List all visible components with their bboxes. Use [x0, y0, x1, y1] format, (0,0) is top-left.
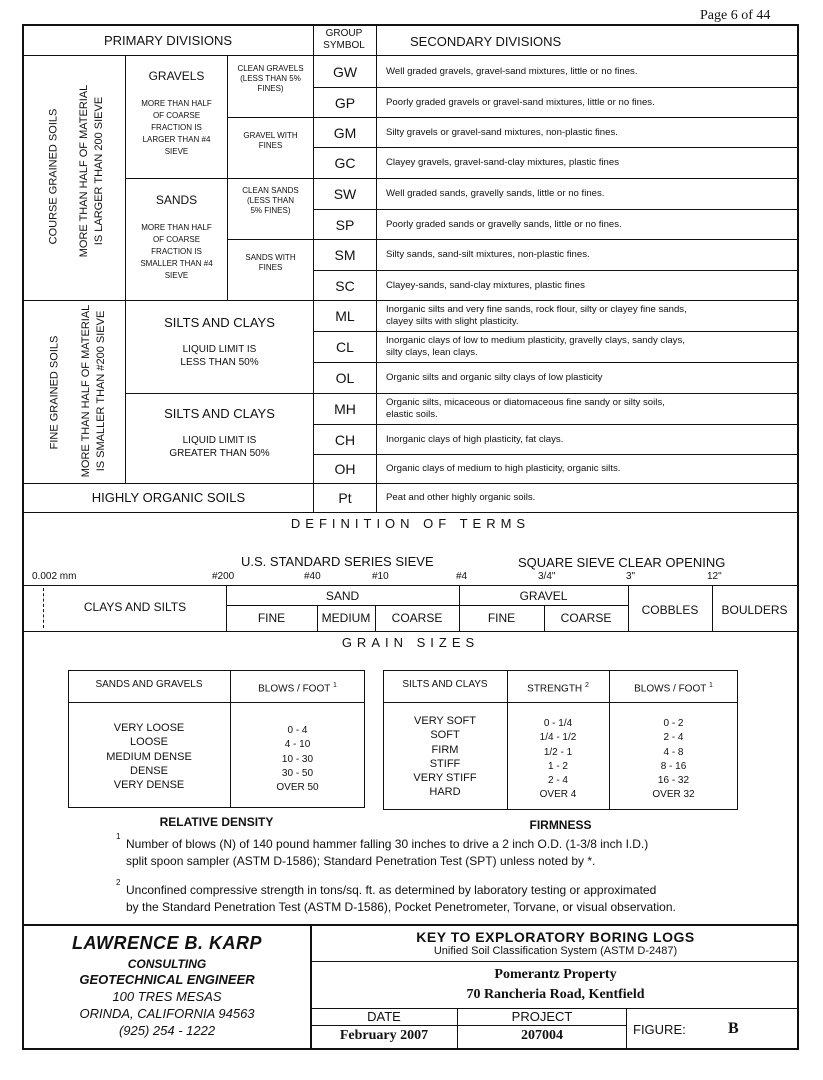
cobbles-cell: COBBLES [641, 603, 699, 617]
clean-gravels-label: CLEAN GRAVELS (LESS THAN 5% FINES) [237, 64, 304, 93]
page-number: Page 6 of 44 [700, 8, 771, 23]
group-symbol: SP [335, 216, 355, 233]
gravels-desc: MORE THAN HALF OF COARSE FRACTION IS LARGER THAN #4 SIEVE [141, 99, 212, 156]
grain-sizes-title: GRAIN SIZES [341, 635, 480, 650]
address-line-2: ORINDA, CALIFORNIA 94563 [79, 1006, 255, 1021]
blows-foot-header: BLOWS / FOOT $^1$ [258, 682, 337, 695]
group-symbol: ML [335, 308, 355, 324]
silts-clays-low-label: SILTS AND CLAYS [164, 315, 275, 330]
figure-value: B [728, 1020, 739, 1037]
secondary-division-desc: Inorganic clays of high plasticity, fat clays. [386, 433, 564, 445]
sand-coarse-cell: COARSE [391, 611, 443, 625]
date-label: DATE [367, 1009, 401, 1024]
group-symbol: GW [332, 63, 358, 80]
secondary-division-desc: Peat and other highly organic soils. [386, 492, 536, 503]
sieve-mark: #40 [304, 571, 321, 582]
group-symbol-header: GROUP SYMBOL [323, 28, 365, 51]
secondary-division-desc: Poorly graded sands or gravelly sands, little or no fines. [386, 218, 622, 230]
coarse-grained-sub-label: MORE THAN HALF OF MATERIAL IS LARGER THAN 200 SIEVE [78, 84, 105, 258]
project-number: 207004 [521, 1028, 563, 1043]
density-terms: VERY LOOSE LOOSE MEDIUM DENSE DENSE VERY DENSE [106, 722, 192, 792]
clays-silts-cell: CLAYS AND SILTS [83, 600, 187, 614]
consulting-label: CONSULTING [127, 957, 207, 971]
engineer-name: LAWRENCE B. KARP [71, 933, 262, 953]
sieve-mark: 3" [626, 571, 636, 582]
secondary-division-desc: Inorganic clays of low to medium plasticity, gravelly clays, sandy clays, silty clays, lean clays. [386, 335, 685, 358]
silts-clays-low-desc: LIQUID LIMIT IS LESS THAN 50% [180, 344, 259, 368]
group-symbol: OL [335, 370, 355, 386]
group-symbol: MH [334, 401, 356, 417]
sands-with-fines-label: SANDS WITH FINES [245, 253, 296, 272]
property-name: Pomerantz Property [494, 967, 617, 982]
group-symbol: GP [334, 94, 356, 111]
sieve-mark: #4 [456, 571, 468, 582]
group-symbol: GC [334, 155, 356, 171]
group-symbol: SC [335, 277, 355, 294]
group-symbol: SM [334, 247, 356, 263]
sieve-mark: #10 [372, 571, 389, 582]
relative-density-caption: RELATIVE DENSITY [159, 815, 274, 829]
phone-number: (925) 254 - 1222 [118, 1023, 216, 1038]
secondary-division-desc: Silty sands, sand-silt mixtures, non-plastic fines. [386, 249, 590, 260]
firmness-caption: FIRMNESS [529, 818, 592, 832]
square-sieve-label: SQUARE SIEVE CLEAR OPENING [518, 555, 726, 570]
gravel-with-fines-label: GRAVEL WITH FINES [243, 131, 298, 150]
sands-gravels-header: SANDS AND GRAVELS [95, 679, 203, 690]
property-address: 70 Rancheria Road, Kentfield [466, 987, 645, 1002]
boulders-cell: BOULDERS [721, 603, 788, 617]
highly-organic-label: HIGHLY ORGANIC SOILS [91, 490, 246, 505]
secondary-division-desc: Inorganic silts and very fine sands, rock flour, silty or clayey fine sands, clayey silts with slight plasticity. [386, 304, 687, 327]
secondary-division-desc: Well graded sands, gravelly sands, little or no fines. [386, 188, 605, 199]
project-label: PROJECT [511, 1009, 573, 1024]
gravel-fine-cell: FINE [487, 611, 516, 625]
secondary-division-desc: Well graded gravels, gravel-sand mixtures, little or no fines. [386, 65, 638, 77]
definition-of-terms-title: DEFINITION OF TERMS [290, 516, 531, 531]
sieve-mark: 0.002 mm [32, 571, 77, 582]
firmness-blows-header: BLOWS / FOOT $^1$ [634, 682, 713, 695]
sieve-mark: 3/4" [538, 571, 556, 582]
secondary-division-desc: Organic silts, micaceous or diatomaceous fine sandy or silty soils, elastic soils. [386, 397, 665, 420]
silts-clays-high-label: SILTS AND CLAYS [164, 406, 275, 421]
sand-fine-cell: FINE [257, 611, 286, 625]
secondary-division-desc: Clayey gravels, gravel-sand-clay mixtures, plastic fines [386, 157, 619, 168]
figure-label: FIGURE: [633, 1022, 686, 1037]
fine-grained-sub-label: MORE THAN HALF OF MATERIAL IS SMALLER THAN #200 SIEVE [80, 304, 107, 478]
date-value: February 2007 [339, 1028, 429, 1043]
sand-medium-cell: MEDIUM [321, 611, 371, 625]
sand-cell: SAND [325, 589, 360, 603]
secondary-division-desc: Poorly graded gravels or gravel-sand mixtures, little or no fines. [386, 96, 655, 108]
group-symbol: GM [333, 124, 357, 141]
firmness-strength: 0 - 1/4 1/4 - 1/2 1/2 - 1 1 - 2 2 - 4 OVER 4 [539, 718, 577, 801]
silts-clays-high-desc: LIQUID LIMIT IS GREATER THAN 50% [169, 435, 270, 459]
density-blows: 0 - 4 4 - 10 10 - 30 30 - 50 OVER 50 [276, 725, 319, 794]
primary-divisions-header: PRIMARY DIVISIONS [103, 33, 233, 48]
geotech-label: GEOTECHNICAL ENGINEER [79, 972, 255, 987]
coarse-grained-label: COURSE GRAINED SOILS [47, 108, 60, 245]
secondary-division-desc: Organic silts and organic silty clays of low plasticity [386, 372, 603, 383]
key-subtitle: Unified Soil Classification System (ASTM D-2487) [433, 945, 678, 957]
gravel-cell: GRAVEL [519, 589, 568, 603]
group-symbol: SW [333, 186, 357, 202]
sands-desc: MORE THAN HALF OF COARSE FRACTION IS SMALLER THAN #4 SIEVE [140, 223, 213, 280]
silts-clays-header: SILTS AND CLAYS [402, 679, 488, 690]
clean-sands-label: CLEAN SANDS (LESS THAN 5% FINES) [242, 186, 299, 215]
sieve-mark: #200 [212, 571, 235, 582]
strength-header: STRENGTH $^2$ [527, 682, 589, 695]
group-symbol: CH [334, 431, 356, 448]
firmness-blows: 0 - 2 2 - 4 4 - 8 8 - 16 16 - 32 OVER 32 [652, 718, 695, 801]
secondary-division-desc: Clayey-sands, sand-clay mixtures, plastic fines [386, 279, 585, 291]
sieve-mark: 12" [707, 571, 722, 582]
group-symbol: CL [336, 339, 354, 355]
secondary-division-desc: Silty gravels or gravel-sand mixtures, non-plastic fines. [386, 126, 618, 138]
us-standard-sieve-label: U.S. STANDARD SERIES SIEVE [241, 554, 434, 569]
group-symbol: OH [334, 461, 356, 477]
secondary-division-desc: Organic clays of medium to high plasticity, organic silts. [386, 463, 621, 474]
fine-grained-label: FINE GRAINED SOILS [48, 335, 61, 450]
address-line-1: 100 TRES MESAS [112, 989, 222, 1004]
gravel-coarse-cell: COARSE [560, 611, 612, 625]
sands-label: SANDS [155, 193, 198, 207]
firmness-terms: VERY SOFT SOFT FIRM STIFF VERY STIFF HARD [413, 715, 477, 799]
secondary-divisions-header: SECONDARY DIVISIONS [410, 34, 562, 49]
group-symbol: Pt [338, 490, 352, 506]
gravels-label: GRAVELS [148, 69, 205, 83]
key-title: KEY TO EXPLORATORY BORING LOGS [416, 929, 695, 945]
